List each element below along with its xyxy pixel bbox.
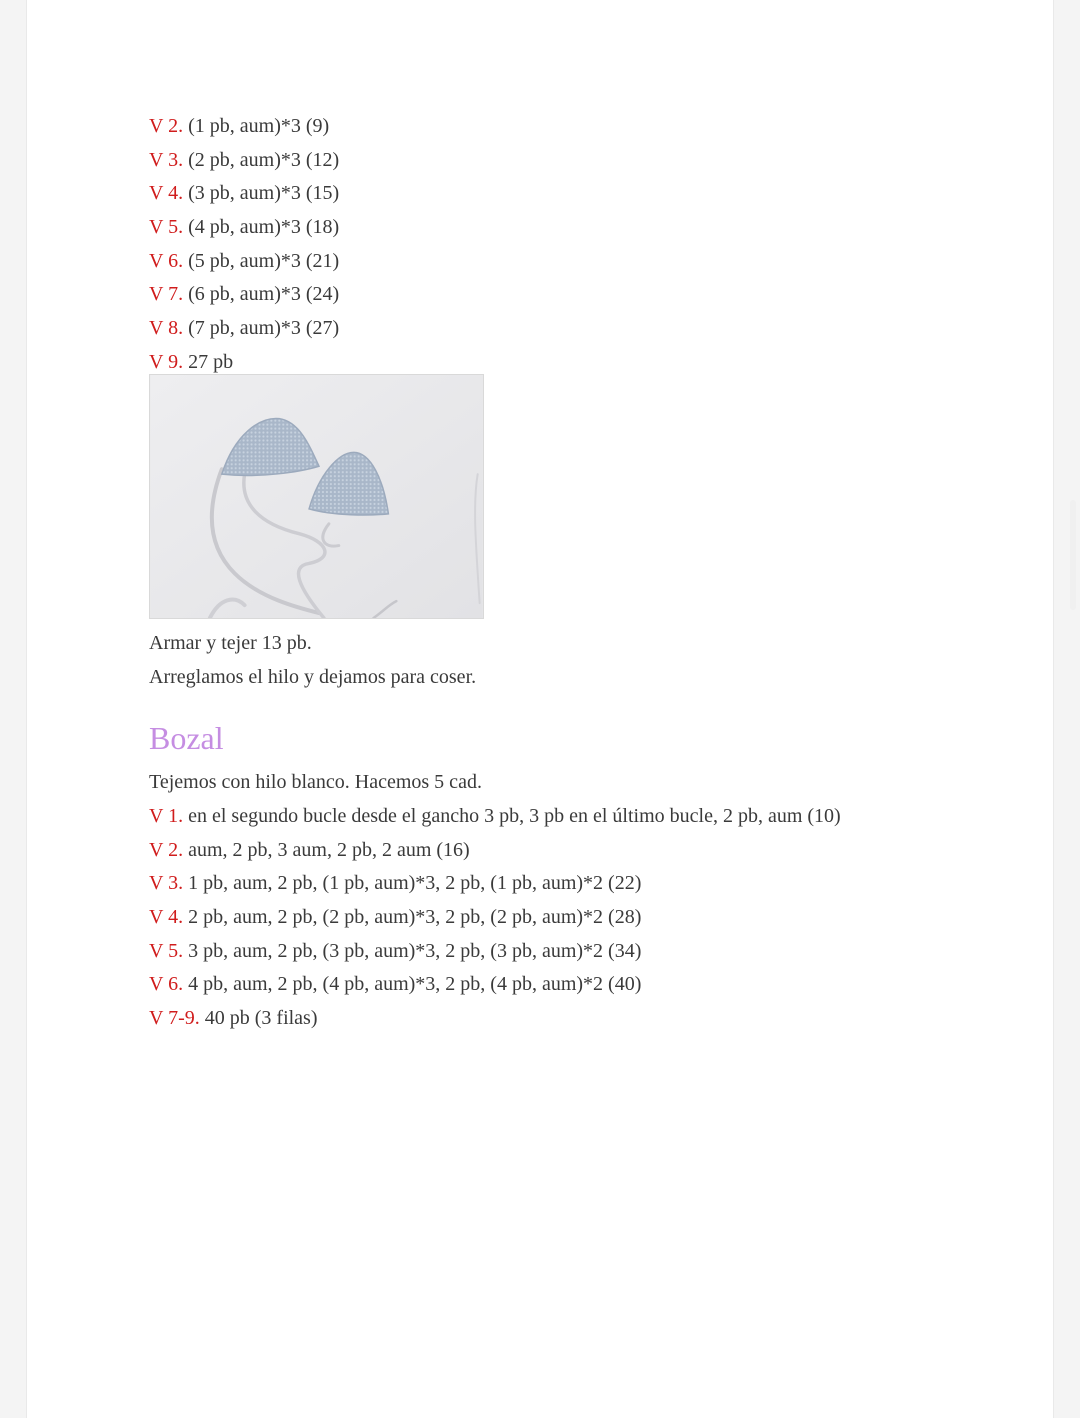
row-text: (7 pb, aum)*3 (27)	[183, 317, 340, 340]
pattern-row	[149, 278, 969, 312]
row-label: V 6.	[149, 249, 184, 272]
row-label: V 6.	[149, 973, 184, 996]
row-text: aum, 2 pb, 3 aum, 2 pb, 2 aum (16)	[183, 838, 470, 861]
row-text: 40 pb (3 filas)	[199, 1007, 318, 1029]
row-label: V 2.	[149, 115, 184, 137]
row-text: (6 pb, aum)*3 (24)	[183, 283, 340, 306]
row-label: V 9.	[149, 350, 184, 373]
pattern-row	[149, 245, 969, 279]
row-text: (5 pb, aum)*3 (21)	[183, 249, 340, 272]
scrollbar-thumb[interactable]	[1070, 500, 1076, 610]
row-label: V 5.	[149, 939, 184, 962]
pattern-row	[149, 901, 969, 935]
row-label: V 7.	[149, 283, 184, 306]
row-label: V 3.	[149, 148, 184, 171]
row-text: (4 pb, aum)*3 (18)	[183, 216, 340, 239]
section-heading: Bozal	[149, 720, 224, 757]
row-label: V 4.	[149, 905, 184, 928]
row-text: 3 pb, aum, 2 pb, (3 pb, aum)*3, 2 pb, (3 pb, aum)*2 (34)	[183, 939, 642, 962]
row-text: (2 pb, aum)*3 (12)	[183, 148, 340, 171]
pattern-row	[149, 177, 969, 211]
pattern-row	[149, 834, 969, 868]
pattern-row	[149, 867, 969, 901]
pattern-row	[149, 312, 969, 346]
row-label: V 4.	[149, 182, 184, 205]
row-label: V 3.	[149, 872, 184, 895]
pattern-row	[149, 968, 969, 1002]
row-label: V 5.	[149, 216, 184, 239]
row-text: (3 pb, aum)*3 (15)	[183, 182, 340, 205]
row-text: 27 pb	[183, 350, 234, 373]
row-label: V 8.	[149, 317, 184, 340]
pattern-row	[149, 211, 969, 245]
row-label: V 7-9.	[149, 1007, 200, 1029]
row-text: 4 pb, aum, 2 pb, (4 pb, aum)*3, 2 pb, (4 pb, aum)*2 (40)	[183, 973, 642, 996]
pattern-row	[149, 935, 969, 969]
pattern-row	[149, 1002, 969, 1036]
instruction-paragraph: Arreglamos el hilo y dejamos para coser.	[149, 665, 477, 688]
pattern-row	[149, 144, 969, 178]
row-text: en el segundo bucle desde el gancho 3 pb, 3 pb en el último bucle, 2 pb, aum (10)	[183, 804, 841, 827]
section-intro: Tejemos con hilo blanco. Hacemos 5 cad.	[149, 771, 482, 794]
row-text: (1 pb, aum)*3 (9)	[183, 115, 330, 137]
row-label: V 1.	[149, 804, 184, 827]
pattern-row	[149, 346, 969, 374]
document-page	[26, 0, 1054, 1418]
crochet-ears-photo	[149, 374, 484, 619]
row-text: 2 pb, aum, 2 pb, (2 pb, aum)*3, 2 pb, (2 pb, aum)*2 (28)	[183, 905, 642, 928]
row-label: V 2.	[149, 838, 184, 861]
rows-list-a	[149, 110, 969, 374]
rows-list-b	[149, 800, 969, 1036]
document-content	[149, 110, 969, 1036]
pattern-row	[149, 800, 969, 834]
instruction-paragraph: Armar y tejer 13 pb.	[149, 631, 312, 654]
pattern-row	[149, 110, 969, 144]
row-text: 1 pb, aum, 2 pb, (1 pb, aum)*3, 2 pb, (1 pb, aum)*2 (22)	[183, 872, 642, 895]
